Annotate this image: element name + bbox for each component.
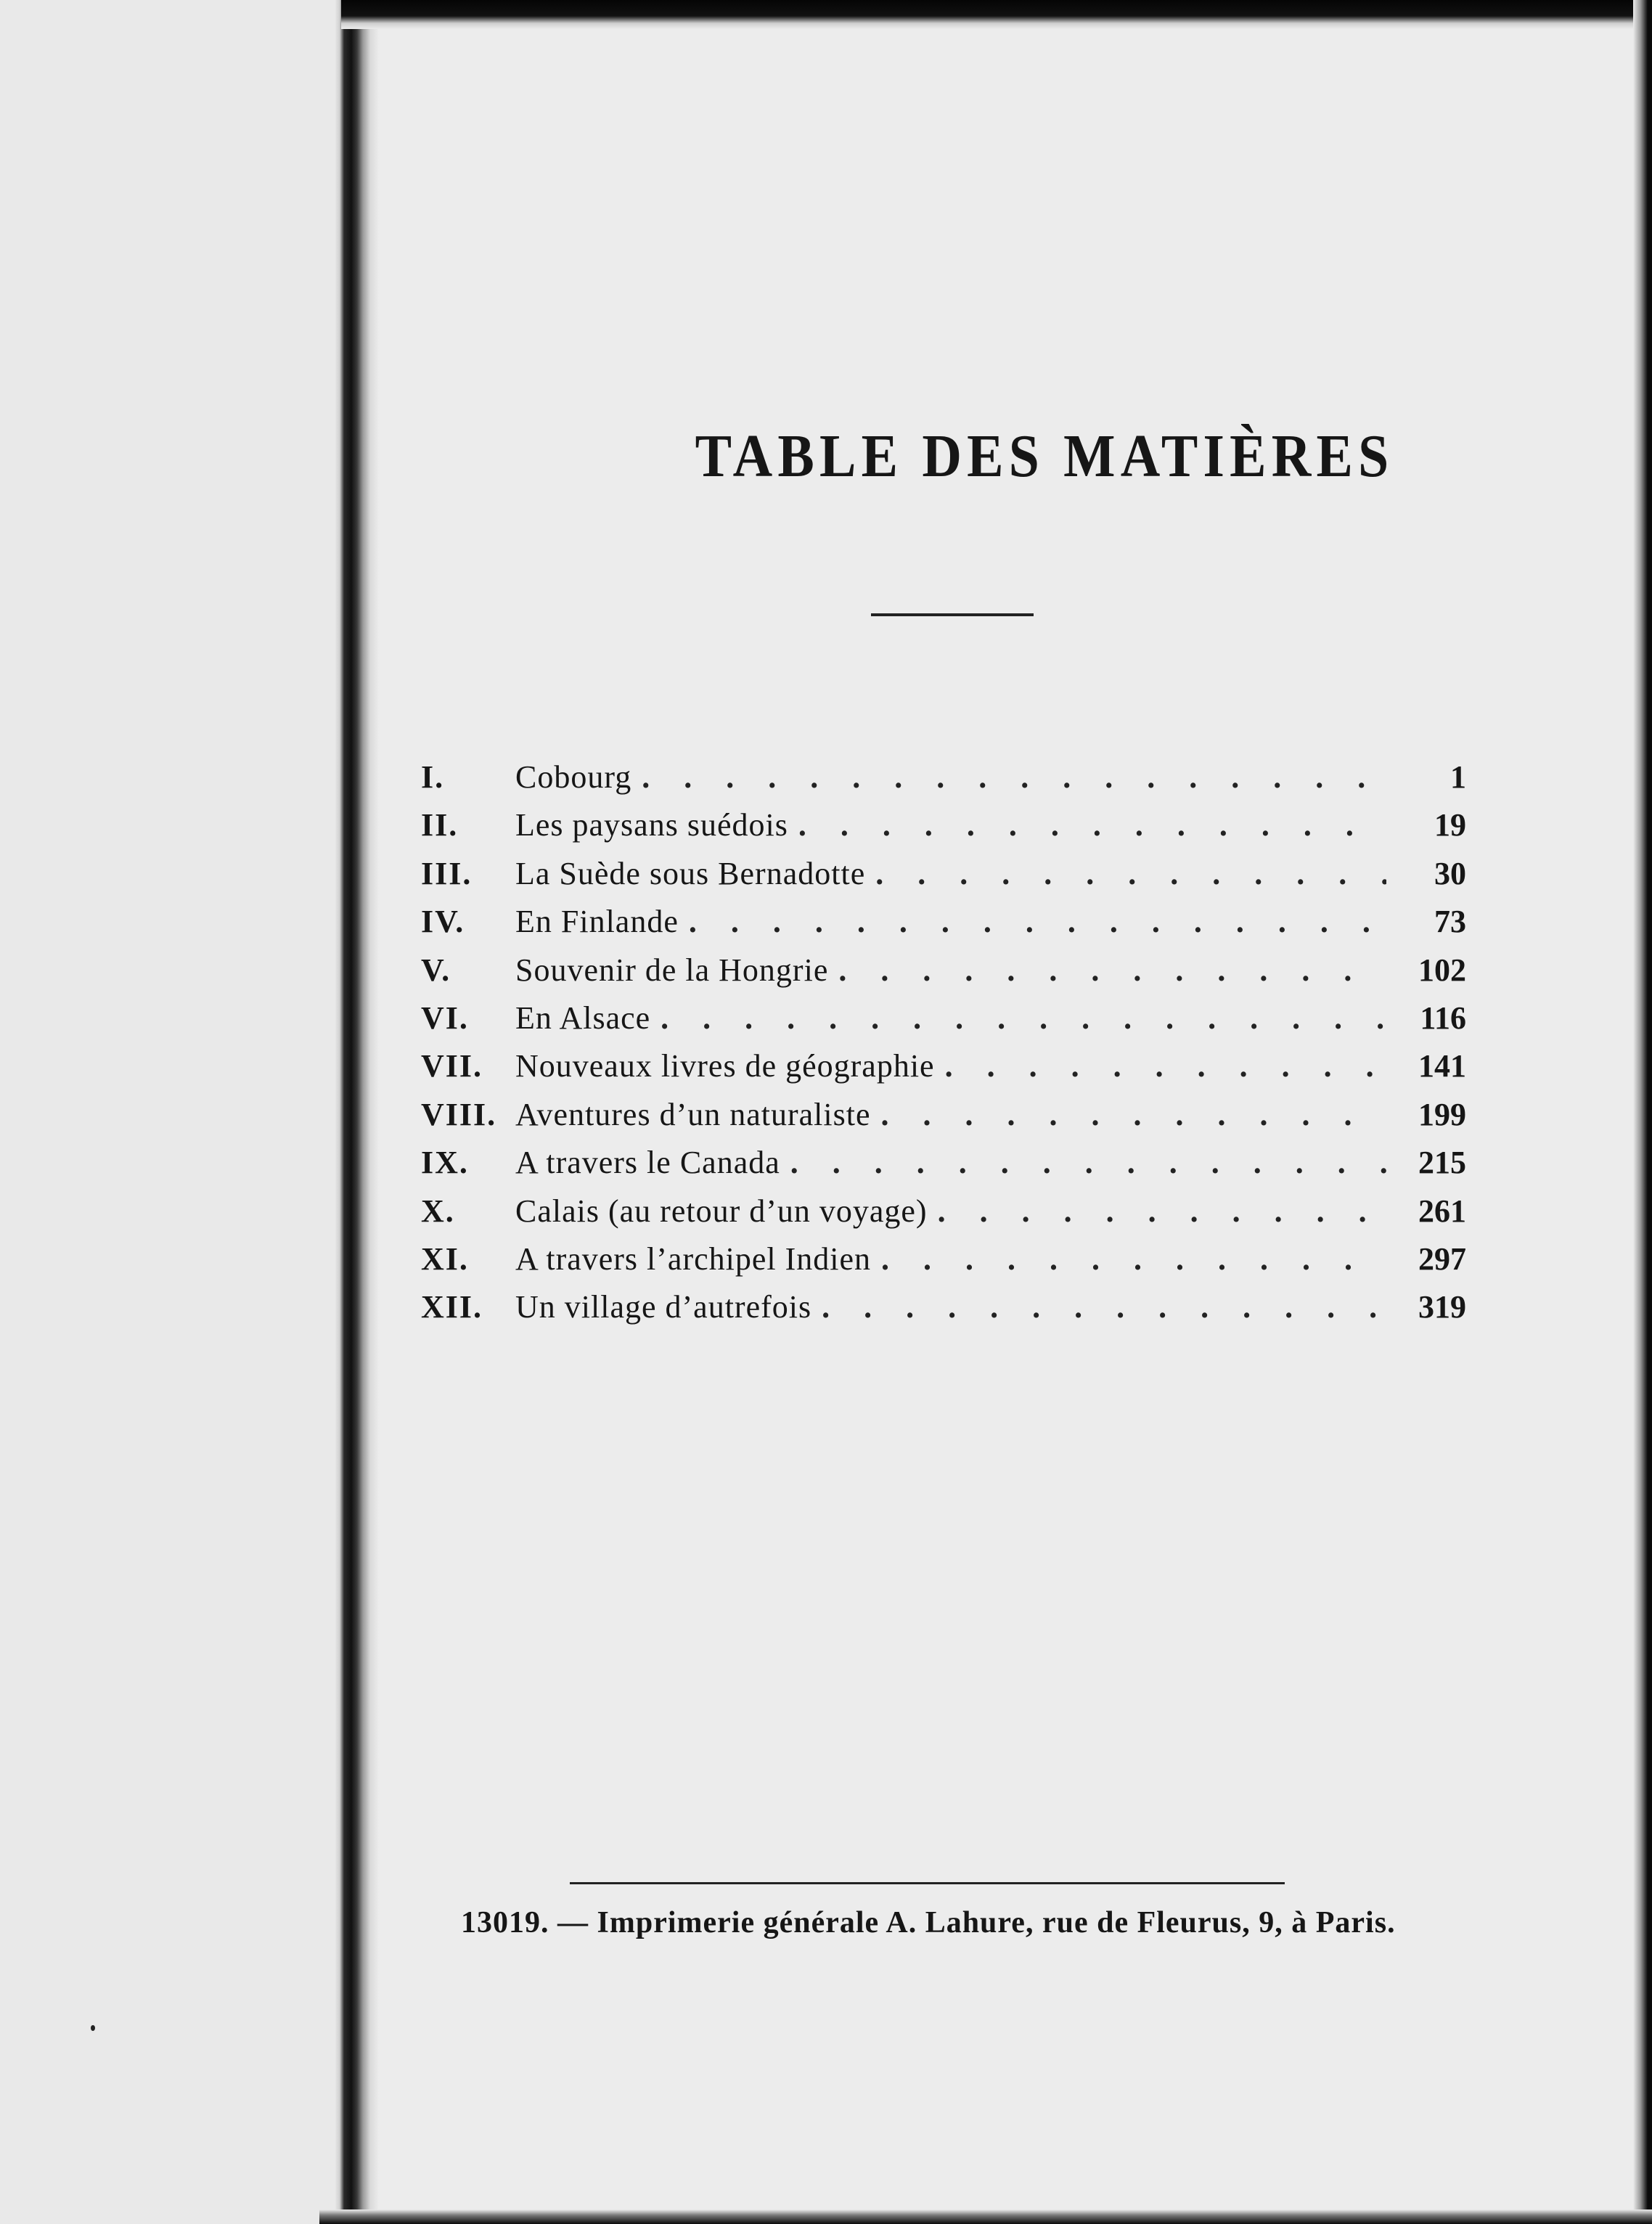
toc-entry [421, 1047, 1466, 1095]
toc-leader-dots [822, 1288, 1386, 1325]
toc-leader-dots [938, 1193, 1386, 1230]
toc-entry-number: I. [421, 759, 445, 795]
toc-entry-number: III. [421, 855, 473, 891]
toc-leader-dots [798, 806, 1386, 843]
toc-entry-page: 215 [1418, 1145, 1466, 1181]
book-page [377, 29, 1633, 2209]
toc-entry-page: 199 [1418, 1096, 1466, 1132]
toc-entry [421, 952, 1466, 999]
title-divider [871, 613, 1034, 616]
toc-entry-number: VIII. [421, 1096, 497, 1132]
toc-entry-title: La Suède sous Bernadotte [515, 855, 866, 891]
toc-entry-number: IV. [421, 904, 465, 940]
toc-entry-number: X. [421, 1193, 455, 1229]
toc-entry-title: Aventures d’un naturaliste [515, 1096, 871, 1132]
toc-leader-dots [875, 855, 1386, 892]
toc-entry-number: XI. [421, 1240, 469, 1277]
toc-entry-page: 141 [1418, 1048, 1466, 1084]
toc-entry-title: Souvenir de la Hongrie [515, 952, 829, 988]
toc-entry [421, 1096, 1466, 1144]
toc-entry-title: En Alsace [515, 999, 651, 1036]
toc-entry-page: 30 [1434, 855, 1466, 891]
toc-entry [421, 1240, 1466, 1288]
toc-leader-dots [881, 1240, 1386, 1277]
toc-leader-dots [880, 1096, 1386, 1133]
toc-leader-dots [790, 1144, 1386, 1181]
footer-divider [570, 1882, 1285, 1884]
toc-entry-page: 297 [1418, 1240, 1466, 1277]
binding-gutter [335, 0, 379, 2224]
toc-entry-number: VI. [421, 999, 469, 1036]
toc-entry [421, 999, 1466, 1047]
toc-entry-title: Calais (au retour d’un voyage) [515, 1193, 928, 1229]
table-of-contents [421, 759, 1466, 1337]
toc-entry-page: 19 [1434, 807, 1466, 843]
toc-entry-title: Cobourg [515, 759, 632, 795]
toc-entry-page: 1 [1450, 759, 1466, 795]
page-title: TABLE DES MATIÈRES [695, 422, 1394, 490]
toc-entry [421, 806, 1466, 854]
toc-entry [421, 1144, 1466, 1192]
scan-border-top [341, 0, 1652, 29]
toc-leader-dots [661, 999, 1386, 1037]
toc-entry-number: V. [421, 952, 451, 988]
toc-leader-dots [945, 1047, 1386, 1084]
scan-border-right [1633, 0, 1652, 2224]
toc-entry-title: A travers l’archipel Indien [515, 1240, 872, 1277]
toc-entry-title: Nouveaux livres de géographie [515, 1048, 935, 1084]
previous-page-leaf [0, 0, 341, 2224]
toc-leader-dots [689, 903, 1386, 940]
toc-entry-number: II. [421, 807, 459, 843]
toc-entry [421, 903, 1466, 951]
toc-entry-title: Un village d’autrefois [515, 1289, 812, 1325]
toc-entry-page: 116 [1420, 999, 1466, 1036]
toc-entry-title: A travers le Canada [515, 1145, 780, 1181]
toc-entry-number: VII. [421, 1048, 483, 1084]
toc-entry-page: 102 [1418, 952, 1466, 988]
toc-entry-title: En Finlande [515, 904, 679, 940]
toc-entry [421, 759, 1466, 806]
toc-entry-page: 319 [1418, 1289, 1466, 1325]
toc-entry-page: 73 [1434, 904, 1466, 940]
printer-imprint: 13019. — Imprimerie générale A. Lahure, rue de Fleurus, 9, à Paris. [461, 1906, 1396, 1939]
toc-entry-number: XII. [421, 1289, 483, 1325]
toc-entry-number: IX. [421, 1145, 469, 1181]
scan-border-bottom [319, 2209, 1652, 2224]
toc-entry [421, 1193, 1466, 1240]
ink-speck [91, 2025, 95, 2031]
toc-entry-title: Les paysans suédois [515, 807, 788, 843]
toc-entry [421, 1288, 1466, 1336]
toc-entry [421, 855, 1466, 903]
toc-leader-dots [642, 759, 1386, 796]
toc-entry-page: 261 [1418, 1193, 1466, 1229]
toc-leader-dots [838, 952, 1386, 989]
